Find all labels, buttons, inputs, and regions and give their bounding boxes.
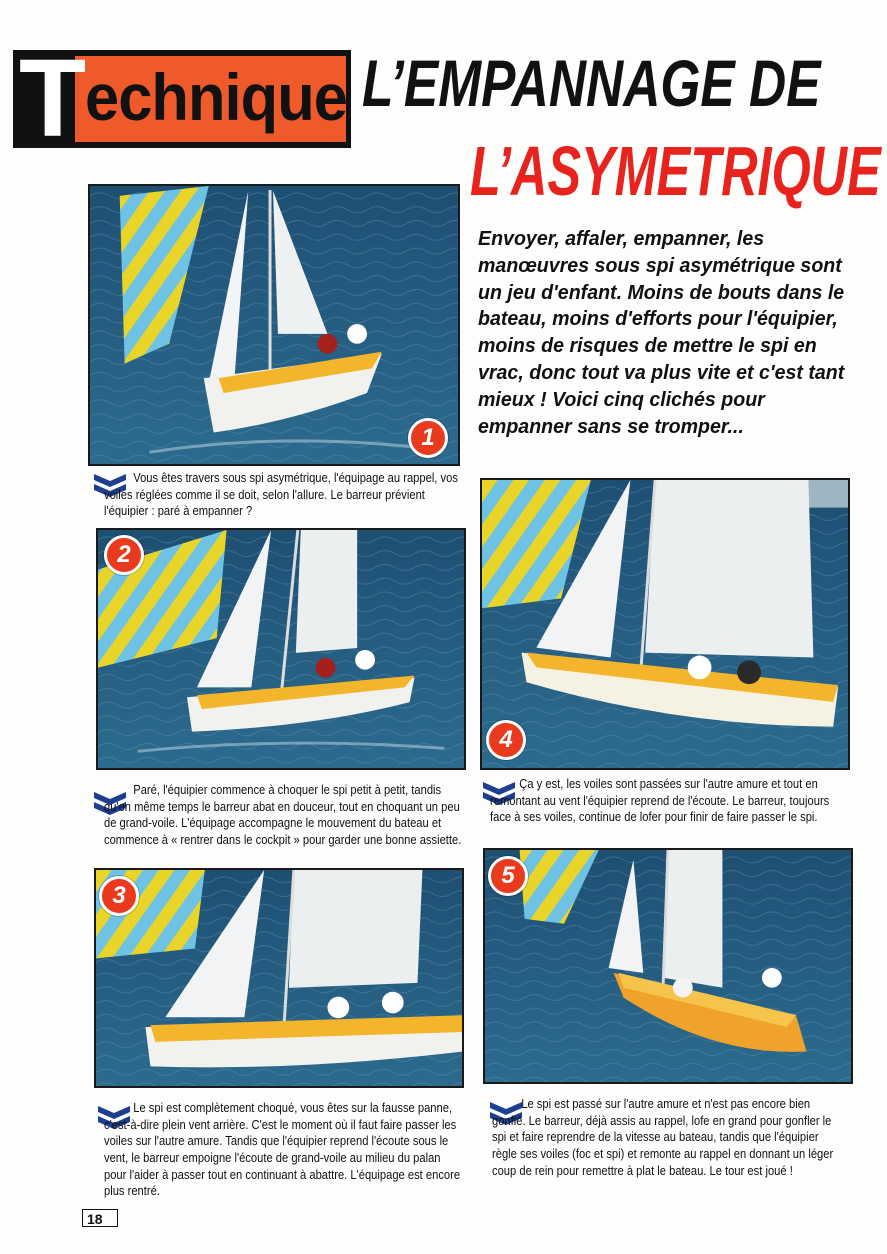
step-number-badge: 1	[408, 418, 448, 458]
section-label-technique	[13, 37, 351, 160]
caption-step-3: Le spi est complètement choqué, vous êtes sur la fausse panne, c'est-à-dire plein vent arrière. C'est le moment où il faut faire passer les voiles sur l'autre amure. Tandis que l'équipier reprend l'écoute sous le vent, le barreur empoigne l'écoute de grand-voile au milieu du palan pour l'aider à passer tout en continuant à abattre. L'équipage est encore plus rentré.	[104, 1100, 461, 1199]
step-number-badge: 3	[99, 876, 139, 916]
step-number-badge: 2	[104, 535, 144, 575]
step-number-badge: 5	[488, 856, 528, 896]
caption-step-2: Paré, l'équipier commence à choquer le spi petit à petit, tandis qu'en même temps le barreur abat en douceur, tout en choquant un peu de grand-voile. L'équipage accompagne le mouvement du bateau et commence à « rentrer dans le cockpit » pour garder une bonne assiette.	[104, 782, 462, 847]
photo-step-5	[483, 848, 853, 1084]
caption-step-1: Vous êtes travers sous spi asymétrique, l'équipage au rappel, vos voiles réglées comme il se doit, selon l'allure. Le barreur prévient l'équipier : paré à empanner ?	[104, 470, 458, 519]
step-number-badge: 4	[486, 720, 526, 760]
section-label-initial: T	[19, 37, 83, 160]
photo-step-4	[480, 478, 850, 770]
caption-step-4: Ça y est, les voiles sont passées sur l'autre amure et tout en remontant au vent l'équipier reprend de l'écoute. Le barreur, toujours face à ses voiles, continue de lofer pour finir de faire passer le spi.	[490, 776, 830, 825]
caption-step-5: Le spi est passé sur l'autre amure et n'est pas encore bien gonflé. Le barreur, déjà assis au rappel, lofe en grand pour gonfler le spi et faire reprendre de la vitesse au bateau, tandis que l'équipier règle ses voiles (foc et spi) et remonte au rappel en donnant un léger coup de rein pour remettre à plat le bateau. Le tour est joué !	[492, 1096, 834, 1178]
section-label-text: echnique	[85, 60, 347, 134]
article-intro: Envoyer, affaler, empanner, les manœuvres sous spi asymétrique sont un jeu d'enfant. Moins de bouts dans le bateau, moins d'efforts pour l'équipier, moins de risques de mettre le spi en vrac, donc tout va plus vite et c'est tant mieux ! Voici cinq clichés pour empanner sans se tromper...	[478, 228, 845, 438]
page-number: 18	[82, 1209, 118, 1227]
photo-step-1	[88, 184, 460, 466]
article-title-line2: L’ASYMETRIQUE	[470, 132, 881, 210]
article-title-line1: L’EMPANNAGE DE	[362, 46, 821, 120]
photo-step-3	[94, 868, 464, 1088]
photo-step-2	[96, 528, 466, 770]
